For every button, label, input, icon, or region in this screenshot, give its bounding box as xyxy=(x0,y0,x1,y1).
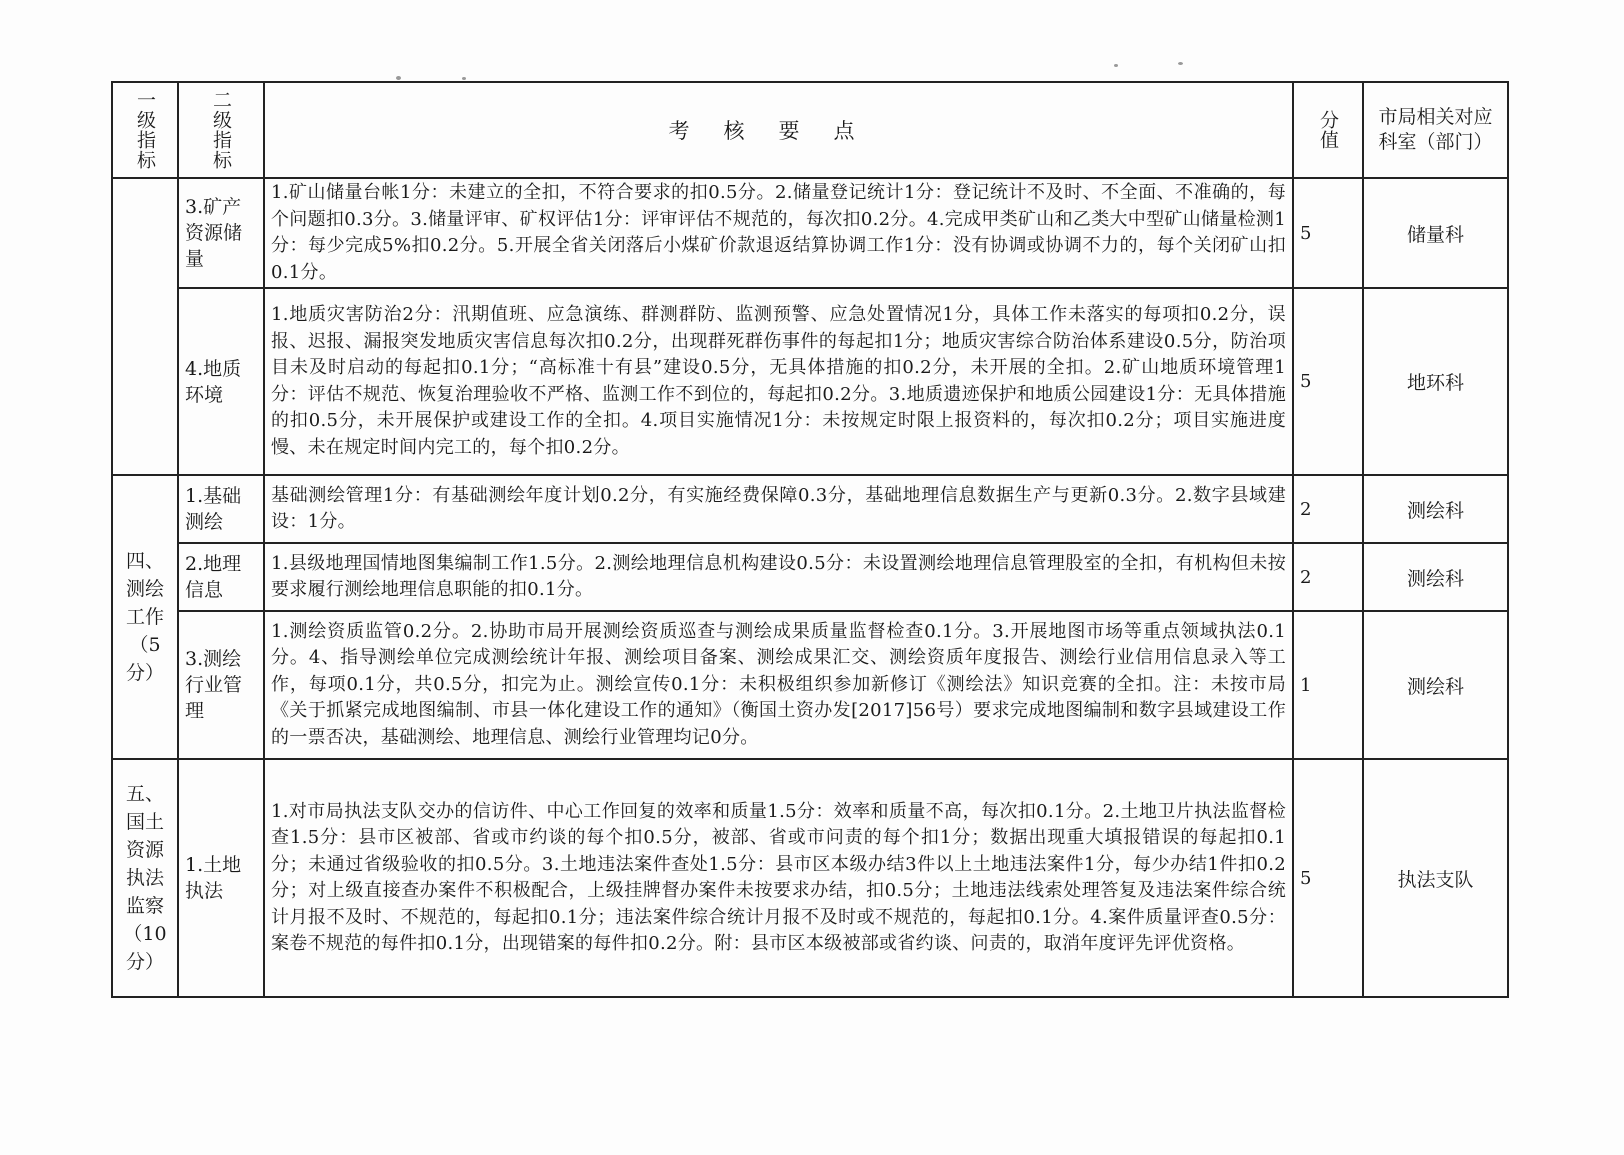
table-row xyxy=(112,288,1508,475)
header-score-text: 分值 xyxy=(1317,110,1339,150)
assessment-table-wrapper xyxy=(111,81,1507,998)
score-cell: 2 xyxy=(1293,475,1363,543)
table-row xyxy=(112,178,1508,288)
header-level1 xyxy=(112,82,178,178)
points-cell: 基础测绘管理1分：有基础测绘年度计划0.2分，有实施经费保障0.3分，基础地理信息数据生产与更新0.3分。2.数字县域建设：1分。 xyxy=(264,475,1293,543)
level1-cell: 五、国土资源执法监察（10分） xyxy=(112,759,178,997)
points-cell: 1.测绘资质监管0.2分。2.协助市局开展测绘资质巡查与测绘成果质量监督检查0.1分。3.开展地图市场等重点领域执法0.1分。4、指导测绘单位完成测绘统计年报、测绘项目备案、测绘成果汇交、测绘资质年度报告、测绘行业信用信息录入等工作，每项0.1分，共0.5分，扣完为止。测绘宣传0.1分：未积极组织参加新修订《测绘法》知识竞赛的全扣。注：未按市局《关于抓紧完成地图编制、市县一体化建设工作的通知》（衡国土资办发[2017]56号）要求完成地图编制和数字县域建设工作的一票否决，基础测绘、地理信息、测绘行业管理均记0分。 xyxy=(264,611,1293,759)
assessment-table xyxy=(111,81,1509,998)
table-header-row xyxy=(112,82,1508,178)
level1-cell: 四、测绘工作（5分） xyxy=(112,475,178,759)
header-level2-text: 二级指标 xyxy=(210,90,232,170)
level2-cell: 4.地质环境 xyxy=(178,288,264,475)
score-cell: 1 xyxy=(1293,611,1363,759)
score-cell: 5 xyxy=(1293,178,1363,288)
scan-speck xyxy=(462,77,466,80)
points-cell: 1.对市局执法支队交办的信访件、中心工作回复的效率和质量1.5分：效率和质量不高，每次扣0.1分。2.土地卫片执法监督检查1.5分：县市区被部、省或市约谈的每个扣0.5分，被部、省或市问责的每个扣1分；数据出现重大填报错误的每起扣0.1分；未通过省级验收的扣0.5分。3.土地违法案件查处1.5分：县市区本级办结3件以上土地违法案件1分，每少办结1件扣0.2分；对上级直接查办案件不积极配合，上级挂牌督办案件未按要求办结，扣0.5分；土地违法线索处理答复及违法案件综合统计月报不及时、不规范的，每起扣0.1分；违法案件综合统计月报不及时或不规范的，每起扣0.1分。4.案件质量评查0.5分：案卷不规范的每件扣0.1分，出现错案的每件扣0.2分。附：县市区本级被部或省约谈、问责的，取消年度评先评优资格。 xyxy=(264,759,1293,997)
dept-cell: 测绘科 xyxy=(1363,543,1508,611)
table-row xyxy=(112,543,1508,611)
level2-cell: 2.地理信息 xyxy=(178,543,264,611)
header-level1-text: 一级指标 xyxy=(134,90,156,170)
dept-cell: 执法支队 xyxy=(1363,759,1508,997)
score-cell: 2 xyxy=(1293,543,1363,611)
score-cell: 5 xyxy=(1293,759,1363,997)
dept-cell: 储量科 xyxy=(1363,178,1508,288)
table-row xyxy=(112,475,1508,543)
header-points: 考核要点 xyxy=(264,82,1293,178)
scan-speck xyxy=(1114,64,1118,67)
table-row xyxy=(112,611,1508,759)
points-cell: 1.矿山储量台帐1分：未建立的全扣，不符合要求的扣0.5分。2.储量登记统计1分：登记统计不及时、不全面、不准确的，每个问题扣0.3分。3.储量评审、矿权评估1分：评审评估不规范的，每次扣0.2分。4.完成甲类矿山和乙类大中型矿山储量检测1分：每少完成5%扣0.2分。5.开展全省关闭落后小煤矿价款退返结算协调工作1分：没有协调或协调不力的，每个关闭矿山扣0.1分。 xyxy=(264,178,1293,288)
table-row xyxy=(112,759,1508,997)
scan-speck xyxy=(1178,62,1183,65)
level2-cell: 1.土地执法 xyxy=(178,759,264,997)
level1-cell-continued xyxy=(112,178,178,475)
level2-cell: 3.测绘行业管理 xyxy=(178,611,264,759)
dept-cell: 测绘科 xyxy=(1363,475,1508,543)
dept-cell: 测绘科 xyxy=(1363,611,1508,759)
points-cell: 1.县级地理国情地图集编制工作1.5分。2.测绘地理信息机构建设0.5分：未设置测绘地理信息管理股室的全扣，有机构但未按要求履行测绘地理信息职能的扣0.1分。 xyxy=(264,543,1293,611)
header-level2 xyxy=(178,82,264,178)
score-cell: 5 xyxy=(1293,288,1363,475)
header-dept: 市局相关对应科室（部门） xyxy=(1363,82,1508,178)
level2-cell: 1.基础测绘 xyxy=(178,475,264,543)
points-cell: 1.地质灾害防治2分：汛期值班、应急演练、群测群防、监测预警、应急处置情况1分，具体工作未落实的每项扣0.2分，误报、迟报、漏报突发地质灾害信息每次扣0.2分，出现群死群伤事件的每起扣1分；地质灾害综合防治体系建设0.5分，防治项目未及时启动的每起扣0.1分；“高标准十有县”建设0.5分，无具体措施的扣0.2分，未开展的全扣。2.矿山地质环境管理1分：评估不规范、恢复治理验收不严格、监测工作不到位的，每起扣0.2分。3.地质遗迹保护和地质公园建设1分：无具体措施的扣0.5分，未开展保护或建设工作的全扣。4.项目实施情况1分：未按规定时限上报资料的，每次扣0.2分；项目实施进度慢、未在规定时间内完工的，每个扣0.2分。 xyxy=(264,288,1293,475)
level2-cell: 3.矿产资源储量 xyxy=(178,178,264,288)
dept-cell: 地环科 xyxy=(1363,288,1508,475)
header-score xyxy=(1293,82,1363,178)
scan-speck xyxy=(396,76,401,80)
